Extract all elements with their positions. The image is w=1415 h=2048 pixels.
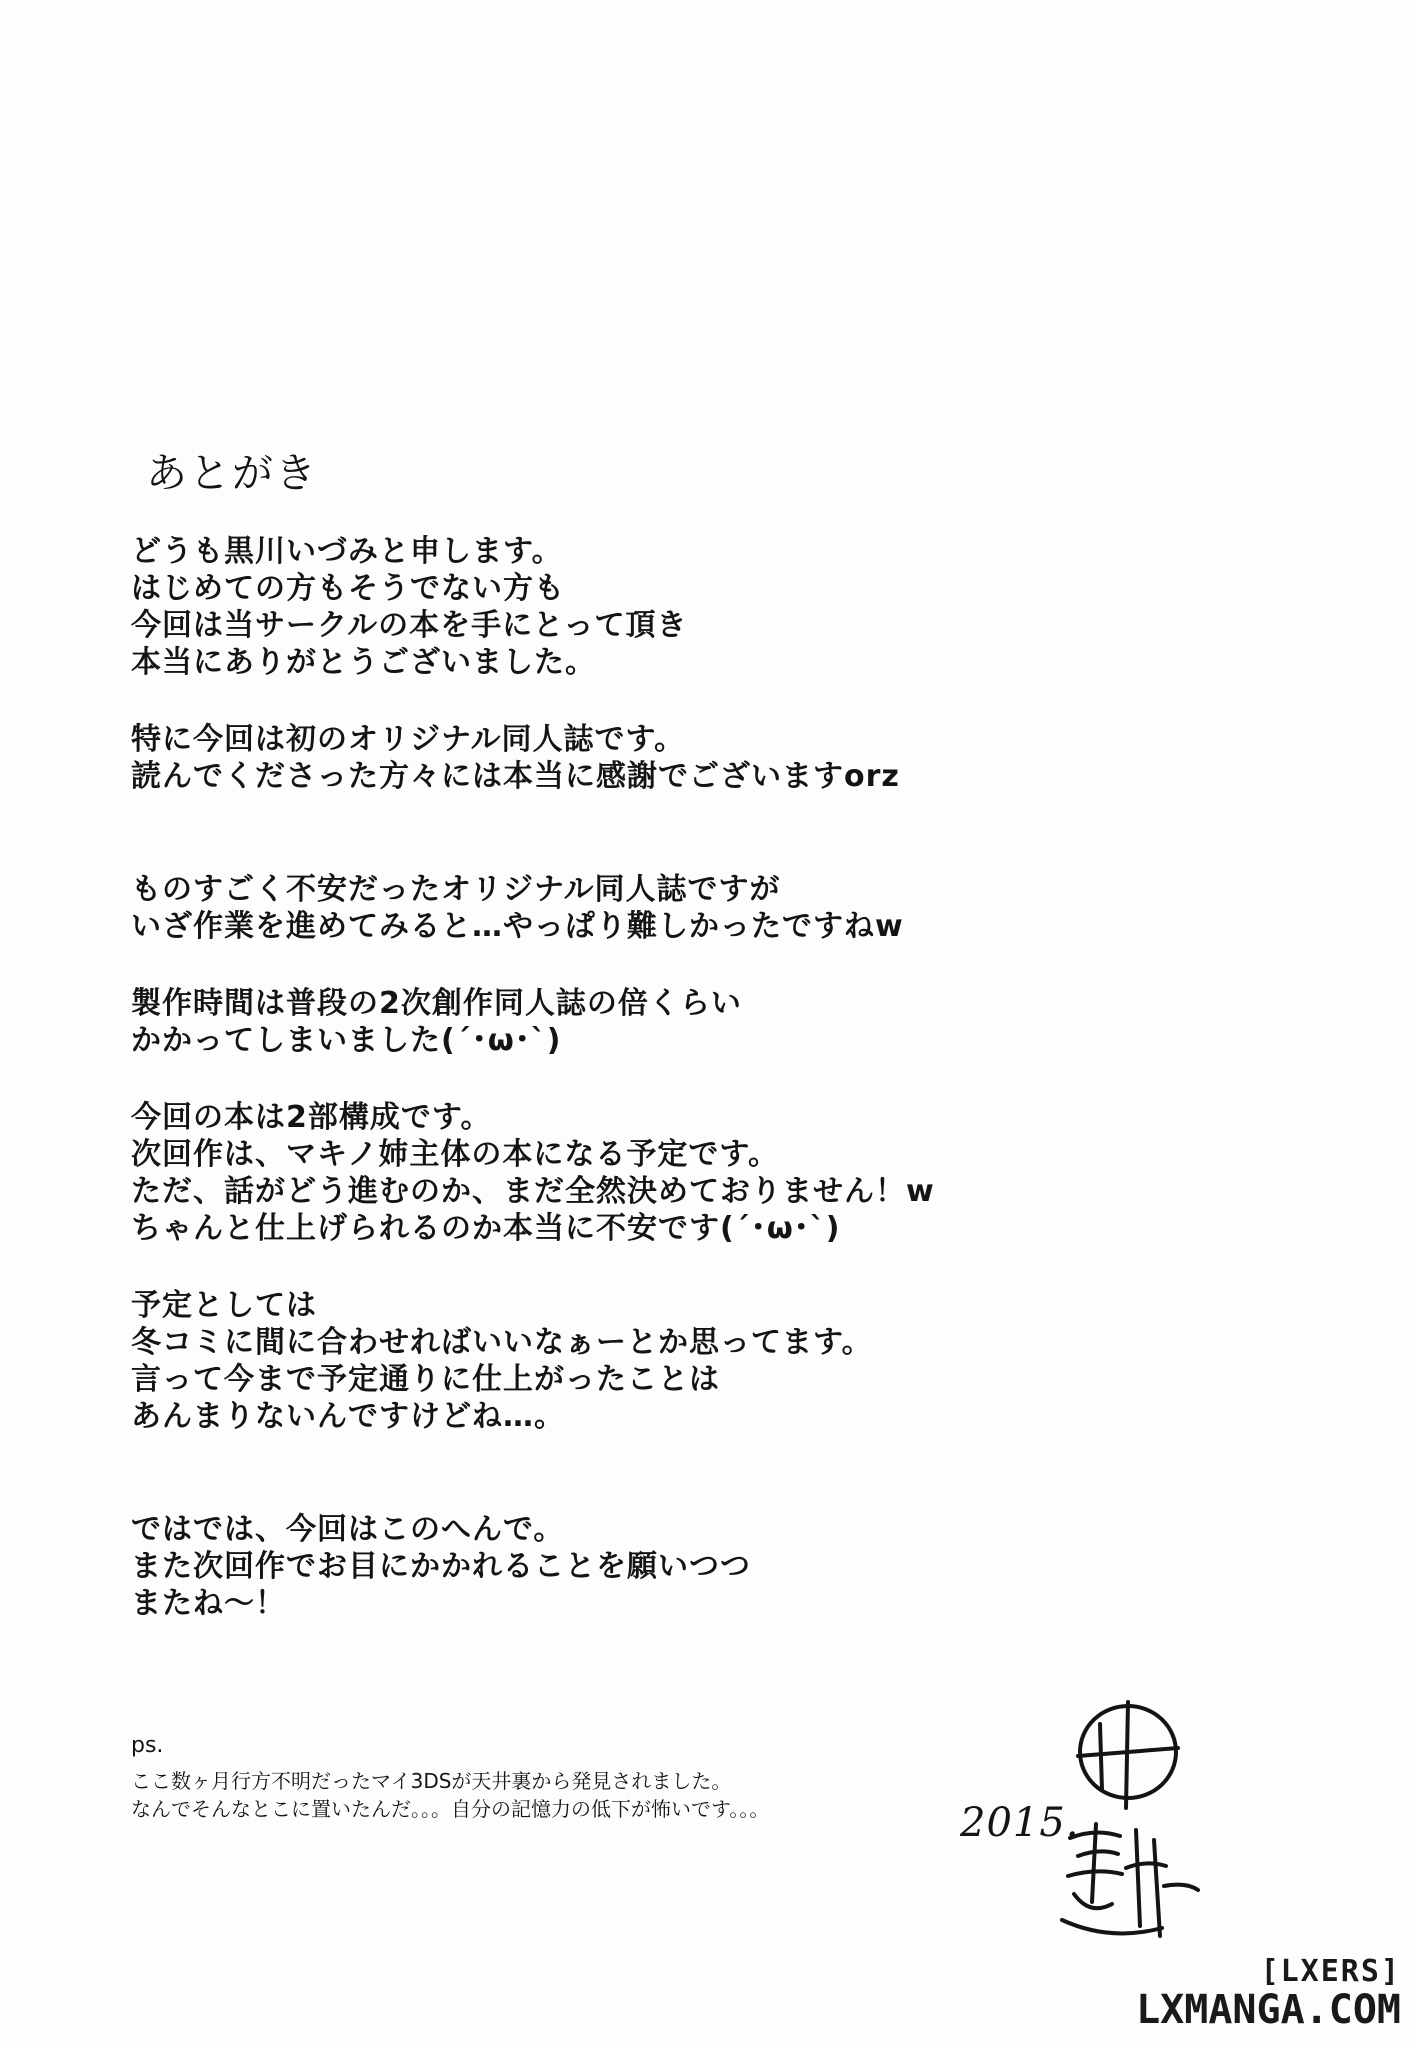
page-title: あとがき bbox=[146, 449, 318, 497]
text-line: 製作時間は普段の2次創作同人誌の倍くらい bbox=[131, 986, 742, 1021]
paragraph-6 bbox=[131, 1287, 1031, 1435]
paragraph-1 bbox=[131, 533, 1031, 681]
text-line: またね～！ bbox=[131, 1586, 286, 1621]
watermark-site-name: LXMANGA.COM bbox=[1136, 1987, 1401, 2033]
postscript bbox=[131, 1731, 769, 1823]
paragraph-4 bbox=[131, 985, 1031, 1059]
text-line: 予定としては bbox=[131, 1288, 317, 1323]
paragraph-2 bbox=[131, 721, 1031, 795]
signature-year: 2015. bbox=[960, 1800, 1080, 1846]
text-line: また次回作でお目にかかれることを願いつつ bbox=[131, 1549, 751, 1584]
paragraph-5 bbox=[131, 1099, 1031, 1247]
text-line: 本当にありがとうございました。 bbox=[131, 645, 596, 680]
postscript-line: なんでそんなとこに置いたんだ。。。自分の記憶力の低下が怖いです。。。 bbox=[131, 1797, 770, 1821]
text-line: ちゃんと仕上げられるのか本当に不安です(´･ω･`) bbox=[131, 1211, 841, 1246]
text-line: いざ作業を進めてみると…やっぱり難しかったですねw bbox=[131, 909, 904, 944]
text-line: はじめての方もそうでない方も bbox=[131, 571, 565, 606]
afterword-body bbox=[131, 533, 1031, 1622]
text-line: 今回の本は2部構成です。 bbox=[131, 1100, 492, 1135]
text-line: 言って今まで予定通りに仕上がったことは bbox=[131, 1362, 720, 1397]
handwritten-signature bbox=[950, 1690, 1250, 1950]
paragraph-7 bbox=[131, 1511, 1031, 1622]
text-line: 今回は当サークルの本を手にとって頂き bbox=[131, 608, 688, 643]
text-line: ものすごく不安だったオリジナル同人誌ですが bbox=[131, 872, 781, 907]
text-line: 読んでくださった方々には本当に感謝でございますorz bbox=[131, 759, 900, 794]
text-line: 特に今回は初のオリジナル同人誌です。 bbox=[131, 722, 686, 757]
text-line: 次回作は、マキノ姉主体の本になる予定です。 bbox=[131, 1137, 779, 1172]
text-line: ではでは、今回はこのへんで。 bbox=[131, 1512, 565, 1547]
text-line: あんまりないんですけどね…。 bbox=[131, 1399, 565, 1434]
text-line: ただ、話がどう進むのか、まだ全然決めておりません！w bbox=[131, 1174, 935, 1209]
text-line: 冬コミに間に合わせればいいなぁーとか思ってます。 bbox=[131, 1325, 873, 1360]
watermark-group-name: [LXERS] bbox=[1260, 1954, 1401, 1989]
text-line: かかってしまいました(´･ω･`) bbox=[131, 1023, 562, 1058]
text-line: どうも黒川いづみと申します。 bbox=[131, 534, 563, 569]
postscript-line: ここ数ヶ月行方不明だったマイ3DSが天井裏から発見されました。 bbox=[131, 1769, 732, 1793]
site-watermark bbox=[1136, 1956, 1401, 2032]
postscript-label: ps. bbox=[131, 1733, 164, 1758]
paragraph-3 bbox=[131, 871, 1031, 945]
